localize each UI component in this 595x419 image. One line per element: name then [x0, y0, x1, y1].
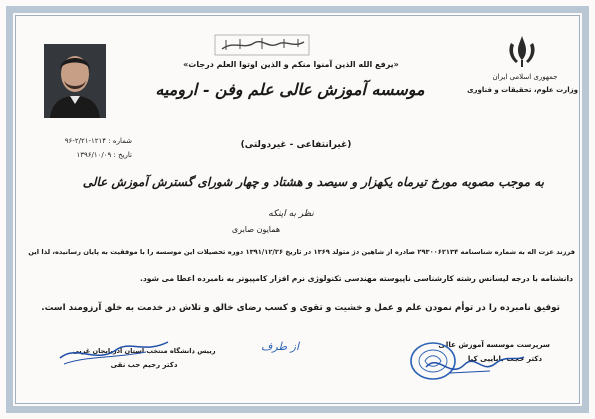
institute-name: موسسه آموزش عالی علم وفن - ارومیه: [155, 80, 425, 99]
approval-statement: به موجب مصوبه مورخ تیرماه یکهزار و سیصد و هشتاد و چهار شورای گسترش آموزش عالی: [82, 175, 544, 189]
body-line-1: فرزند عزت اله به شماره شناسنامه ۲۹۳۰۰۶۲۱۳۴ صادره از شاهین دژ متولد ۱۳۶۹ در تاریخ ۱۳۹۱/۱۲/۲۶ دوره تحصیلات این موسسه را با موفقیت به پایان رسانیده، لذا این: [28, 248, 575, 256]
iran-emblem-icon: [503, 33, 541, 69]
body-line-3: توفیق نامبرده را در توأم نمودن علم و عمل و خشیت و تقوی و کسب رضای خالق و تلاش در خدمت به خلق آرزومند است.: [41, 303, 560, 313]
right-signature: [420, 345, 530, 385]
verse: «یرفع الله الذین آمنوا منکم و الذین اوتوا العلم درجات»: [183, 60, 399, 69]
right-signer-title: سرپرست موسسه آموزش عالی: [438, 340, 550, 349]
graduate-photo: [44, 44, 106, 118]
on-behalf-word: از طرف: [260, 340, 300, 353]
basmala-calligraphy: [214, 34, 310, 56]
ministry-line2: وزارت علوم، تحقیقات و فناوری: [467, 86, 578, 94]
institute-type: (غیرانتفاعی - غیردولتی): [240, 140, 352, 150]
reference-date: تاریخ : ۱۳۹۶/۱۰/۰۹: [76, 151, 132, 159]
right-signer-name: دکتر حجت باباییی کیا: [467, 354, 543, 363]
left-signer-name: دکتر رحیم حب نقی: [110, 361, 178, 369]
attention-phrase: نظر به اینکه: [268, 209, 314, 219]
reference-number: شماره : ۱۲۱۴-۲/۲۱-۹۶: [64, 137, 132, 145]
left-signer-title: رییس دانشگاه منتخب استان آذربایجان غربی: [72, 347, 216, 355]
body-line-2: دانشنامه با درجه لیسانس رشته کارشناسی ناپیوسته مهندسی تکنولوژی نرم افزار کامپیوتر به نامبرده اعطا می شود.: [140, 274, 573, 283]
left-signature: [56, 328, 176, 372]
ministry-line1: جمهوری اسلامی ایران: [492, 73, 558, 81]
graduate-name: همایون صابری: [231, 225, 281, 234]
